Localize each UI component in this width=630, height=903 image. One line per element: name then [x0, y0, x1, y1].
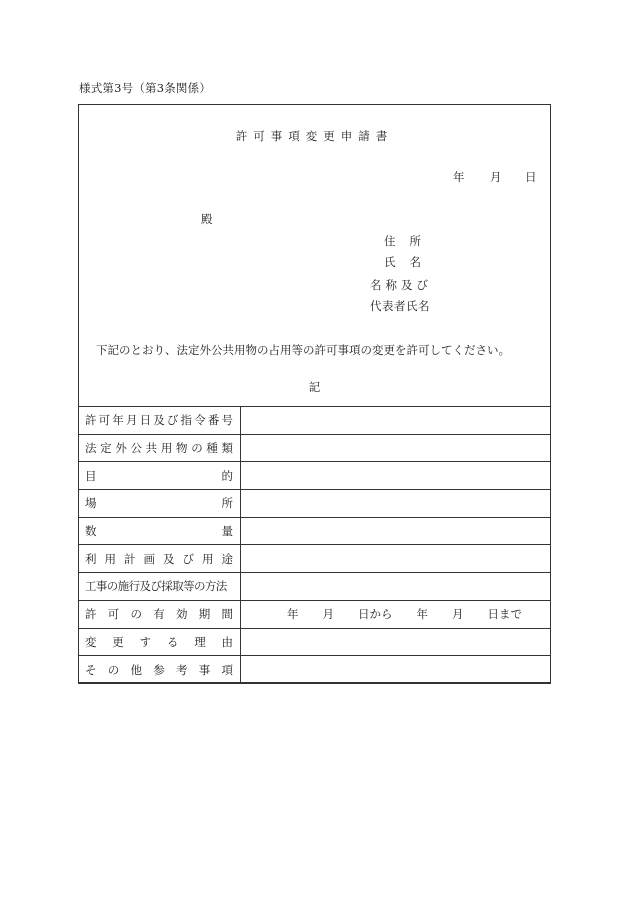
row-label-cell — [79, 573, 241, 601]
row-label: 利用計画及び用途 — [85, 551, 241, 566]
applicant-address-label: 住所 — [384, 234, 435, 248]
table-row — [79, 628, 551, 656]
request-statement: 下記のとおり、法定外公共用物の占用等の許可事項の変更を許可してください。 — [96, 343, 510, 357]
validity-month1: 月 — [322, 607, 334, 622]
items-table — [78, 406, 551, 684]
date-day-label: 日 — [525, 170, 537, 184]
row-label: 場所 — [85, 496, 358, 511]
row-value-cell[interactable] — [241, 600, 551, 628]
row-label-cell — [79, 462, 358, 490]
date-year-label: 年 — [453, 170, 465, 184]
row-label: 許可の有効期間 — [85, 607, 245, 622]
row-label: その他参考事項 — [85, 662, 245, 677]
row-label: 数量 — [85, 524, 358, 539]
validity-month2: 月 — [452, 607, 464, 622]
table-row — [79, 656, 551, 684]
table-row — [79, 573, 551, 601]
table-row — [79, 600, 551, 628]
addressee-suffix: 殿 — [201, 212, 213, 226]
row-label: 目的 — [85, 468, 358, 483]
row-label: 法定外公共用物の種類 — [85, 441, 237, 456]
row-label: 変更する理由 — [85, 634, 249, 649]
row-value-cell[interactable] — [241, 434, 551, 462]
table-row — [79, 545, 551, 573]
application-form-frame — [78, 104, 551, 683]
row-value-cell[interactable] — [241, 545, 551, 573]
row-value-cell[interactable] — [241, 628, 551, 656]
validity-year1: 年 — [287, 607, 299, 622]
row-value-cell[interactable] — [241, 656, 551, 684]
validity-day-from: 日から — [358, 607, 393, 622]
row-label: 工事の施行及び採取等の方法 — [85, 579, 227, 594]
date-month-label: 月 — [490, 170, 502, 184]
row-label-cell — [79, 407, 241, 435]
row-label-cell — [79, 628, 249, 656]
validity-period — [241, 606, 550, 622]
row-value-cell[interactable] — [241, 407, 551, 435]
table-row — [79, 462, 551, 490]
ki-heading: 記 — [308, 380, 321, 394]
row-label-cell — [79, 656, 245, 684]
row-label: 許可年月日及び指令番号 — [85, 413, 236, 428]
representative-name-label: 代表者氏名 — [370, 299, 430, 313]
row-label-cell — [79, 490, 358, 518]
form-title: 許可事項変更申請書 — [235, 129, 394, 143]
table-row — [79, 407, 551, 435]
row-value-cell[interactable] — [241, 573, 551, 601]
corporate-name-label: 名称及び — [370, 278, 432, 292]
table-row — [79, 434, 551, 462]
row-label-cell — [79, 517, 358, 545]
table-row — [79, 490, 551, 518]
table-row — [79, 517, 551, 545]
validity-year2: 年 — [416, 607, 428, 622]
row-label-cell — [79, 600, 245, 628]
applicant-name-label: 氏名 — [384, 255, 435, 269]
row-label-cell — [79, 545, 241, 573]
form-number-label: 様式第3号（第3条関係） — [79, 81, 212, 95]
row-label-cell — [79, 434, 241, 462]
validity-day-to: 日まで — [487, 607, 522, 622]
